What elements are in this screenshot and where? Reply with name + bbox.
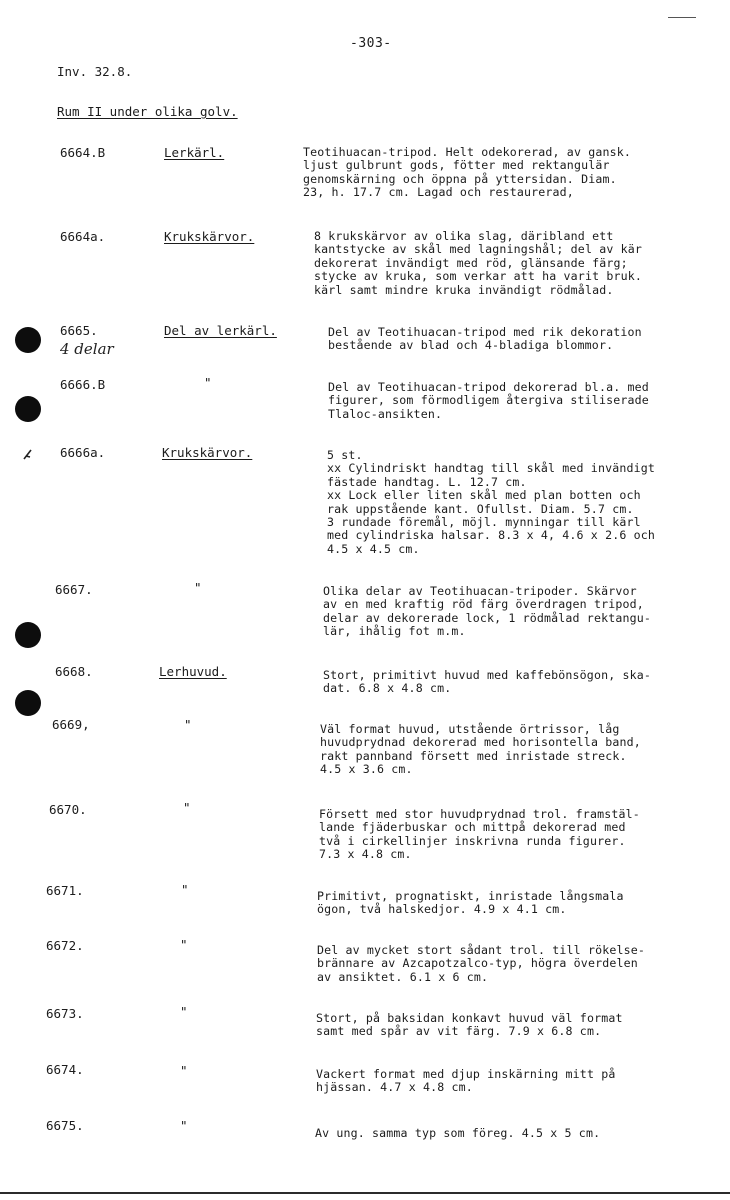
description-line: 4.5 x 3.6 cm.	[320, 762, 413, 777]
punch-hole	[15, 327, 41, 353]
description-line: xx Cylindriskt handtag till skål med invändigt	[327, 461, 655, 476]
entry-description	[317, 890, 709, 917]
entry-number: 6669,	[52, 717, 90, 732]
entry-number: 6671.	[46, 883, 84, 898]
entry-number: 6674.	[46, 1062, 84, 1077]
entry-number: 6664.B	[60, 145, 106, 160]
entry-number: 6673.	[46, 1006, 84, 1021]
entry-description	[314, 230, 706, 297]
ditto-mark: "	[180, 1118, 188, 1133]
description-line: xx Lock eller liten skål med plan botten och	[327, 488, 641, 503]
ditto-mark: "	[180, 1004, 188, 1019]
description-line: rak uppstående kant. Ofullst. Diam. 5.7 cm.	[327, 501, 634, 516]
entry-number: 6668.	[55, 664, 93, 679]
description-line: Olika delar av Teotihuacan-tripoder. Skärvor	[323, 584, 637, 598]
ditto-mark: "	[180, 1063, 188, 1078]
description-line: 8 krukskärvor av olika slag, däribland ett	[314, 229, 614, 243]
description-line: två i cirkellinjer inskrivna runda figurer.	[319, 833, 626, 848]
description-line: ljust gulbrunt gods, fötter med rektangulär	[303, 158, 610, 173]
description-line: Del av Teotihuacan-tripod med rik dekoration	[328, 325, 642, 339]
ditto-mark: "	[181, 882, 189, 897]
bottom-rule	[0, 1192, 730, 1194]
handwritten-annotation: 4 delar	[60, 340, 114, 358]
ditto-mark: "	[183, 800, 191, 815]
description-line: Försett med stor huvudprydnad trol. framstäl-	[319, 807, 640, 821]
description-line: Primitivt, prognatiskt, inristade långsmala	[317, 889, 624, 903]
description-line: dekorerat invändigt med röd, glänsande färg;	[314, 255, 628, 270]
description-line: ögon, två halskedjor. 4.9 x 4.1 cm.	[317, 902, 567, 917]
description-line: 5 st.	[327, 448, 363, 462]
entry-description	[316, 1012, 708, 1039]
ditto-mark: "	[180, 937, 188, 952]
description-line: lär, ihålig fot m.m.	[323, 624, 466, 639]
entry-description	[328, 326, 720, 353]
entry-description	[327, 449, 719, 556]
description-line: kärl samt mindre kruka invändigt rödmålad.	[314, 282, 614, 297]
description-line: 23, h. 17.7 cm. Lagad och restaurerad,	[303, 185, 574, 200]
entry-description	[323, 669, 715, 696]
description-line: bestående av blad och 4-bladiga blommor.	[328, 338, 614, 353]
entry-type: Krukskärvor.	[164, 229, 255, 244]
description-line: kantstycke av skål med lagningshål; del av kär	[314, 242, 642, 257]
description-line: lande fjäderbuskar och mittpå dekorerad med	[319, 820, 626, 835]
description-line: dat. 6.8 x 4.8 cm.	[323, 681, 452, 696]
inventory-reference: Inv. 32.8.	[57, 64, 133, 79]
entry-number: 6666a.	[60, 445, 106, 460]
corner-dash	[668, 17, 696, 18]
description-line: av ansiktet. 6.1 x 6 cm.	[317, 969, 489, 984]
entry-description	[328, 381, 720, 421]
margin-tick-mark	[22, 447, 34, 461]
punch-hole	[15, 690, 41, 716]
entry-description	[316, 1068, 708, 1095]
page-number: -303-	[350, 36, 392, 51]
description-line: figurer, som förmodligem återgiva stiliserade	[328, 393, 649, 408]
ditto-mark: "	[184, 717, 192, 732]
section-heading: Rum II under olika golv.	[57, 104, 238, 119]
punch-hole	[15, 396, 41, 422]
description-line: samt med spår av vit färg. 7.9 x 6.8 cm.	[316, 1024, 602, 1039]
entry-description	[320, 723, 712, 777]
description-line: 7.3 x 4.8 cm.	[319, 847, 412, 862]
entry-description	[317, 944, 709, 984]
description-line: hjässan. 4.7 x 4.8 cm.	[316, 1080, 473, 1095]
description-line: Stort, på baksidan konkavt huvud väl format	[316, 1011, 623, 1025]
description-line: brännare av Azcapotzalco-typ, högra överdelen	[317, 956, 638, 971]
entry-number: 6672.	[46, 938, 84, 953]
description-line: Av ung. samma typ som föreg. 4.5 x 5 cm.	[315, 1126, 601, 1140]
description-line: delar av dekorerade lock, 1 rödmålad rektangu-	[323, 610, 651, 625]
description-line: 3 rundade föremål, möjl. mynningar till kärl	[327, 515, 641, 530]
description-line: Väl format huvud, utstående örtrissor, låg	[320, 722, 620, 736]
entry-number: 6675.	[46, 1118, 84, 1133]
ditto-mark: "	[194, 580, 202, 595]
entry-description	[323, 585, 715, 639]
ditto-mark: "	[204, 375, 212, 390]
description-line: Del av mycket stort sådant trol. till rökelse-	[317, 943, 645, 957]
entry-type: Lerkärl.	[164, 145, 225, 160]
entry-number: 6665.	[60, 323, 98, 338]
punch-hole	[15, 622, 41, 648]
entry-type: Krukskärvor.	[162, 445, 253, 460]
entry-type: Del av lerkärl.	[164, 323, 277, 338]
description-line: rakt pannband försett med inristade streck.	[320, 748, 627, 763]
entry-description	[319, 808, 711, 862]
description-line: 4.5 x 4.5 cm.	[327, 541, 420, 556]
description-line: av en med kraftig röd färg överdragen tripod,	[323, 597, 644, 612]
description-line: Vackert format med djup inskärning mitt på	[316, 1067, 616, 1081]
description-line: Teotihuacan-tripod. Helt odekorerad, av gansk.	[303, 145, 631, 159]
description-line: Del av Teotihuacan-tripod dekorerad bl.a. med	[328, 380, 649, 394]
entry-type: Lerhuvud.	[159, 664, 227, 679]
description-line: stycke av kruka, som verkar att ha varit bruk.	[314, 269, 642, 284]
description-line: med cylindriska halsar. 8.3 x 4, 4.6 x 2.6 och	[327, 528, 655, 543]
entry-number: 6664a.	[60, 229, 106, 244]
description-line: fästade handtag. L. 12.7 cm.	[327, 474, 527, 489]
entry-description	[303, 146, 695, 200]
description-line: Stort, primitivt huvud med kaffebönsögon, ska-	[323, 668, 651, 682]
description-line: genomskärning och öppna på yttersidan. Diam.	[303, 171, 617, 186]
entry-number: 6666.B	[60, 377, 106, 392]
entry-number: 6670.	[49, 802, 87, 817]
entry-number: 6667.	[55, 582, 93, 597]
description-line: Tlaloc-ansikten.	[328, 406, 443, 421]
description-line: huvudprydnad dekorerad med horisontella band,	[320, 735, 641, 750]
entry-description	[315, 1127, 707, 1140]
